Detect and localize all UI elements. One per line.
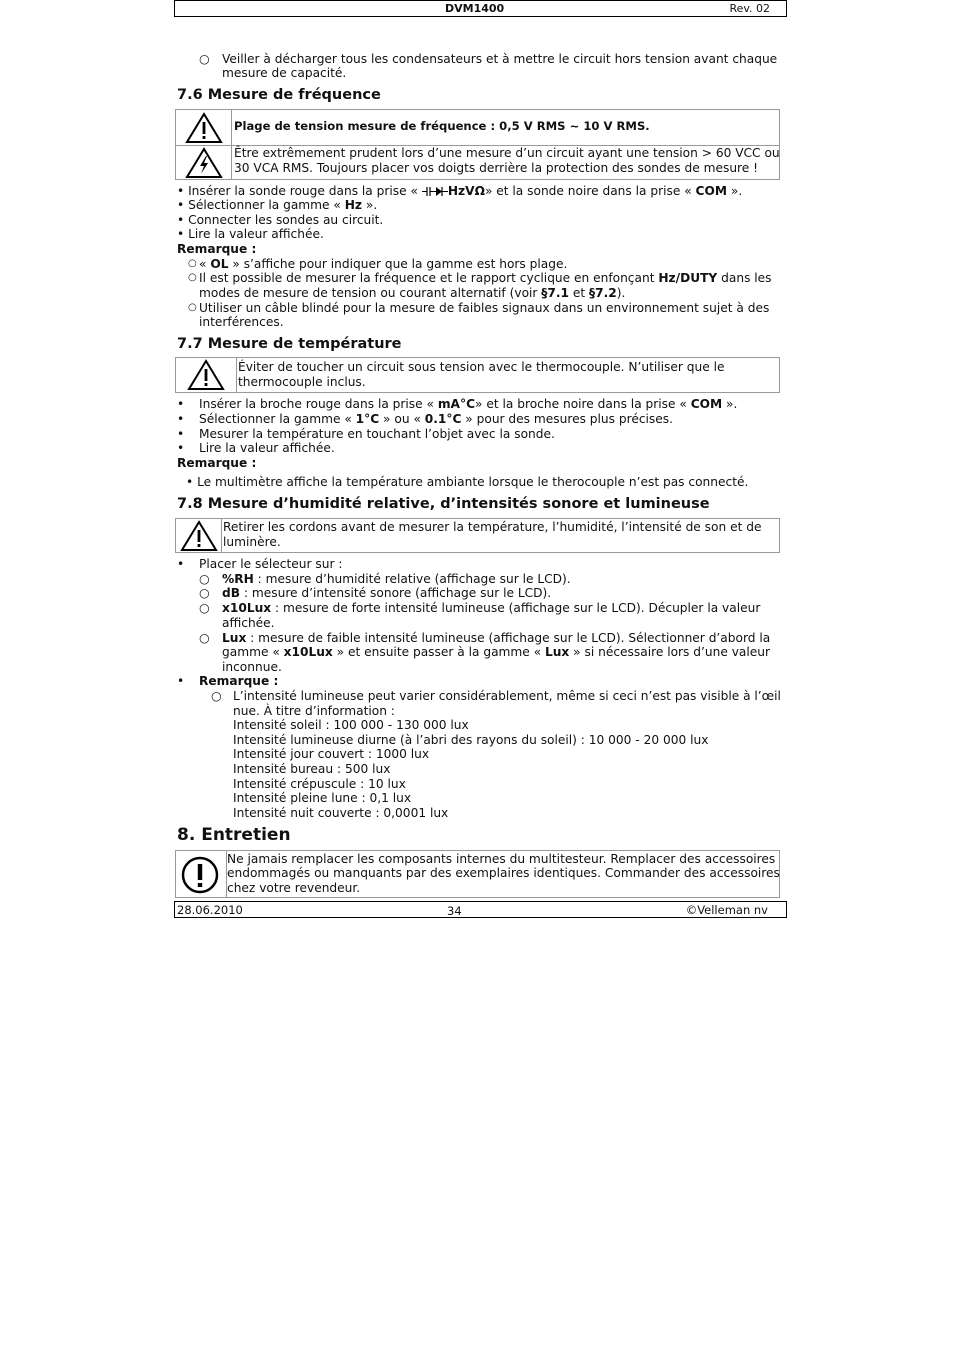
bullet: • bbox=[177, 674, 185, 688]
remark-item: « OL » s’affiche pour indiquer que la gamme est hors plage. bbox=[199, 257, 568, 271]
list-item: Mesurer la température en touchant l’objet avec la sonde. bbox=[199, 427, 555, 441]
maintenance-warning-box bbox=[175, 850, 780, 898]
remark-label: Remarque : bbox=[199, 674, 279, 688]
bullet: • bbox=[177, 441, 185, 455]
lux-value: Intensité pleine lune : 0,1 lux bbox=[233, 791, 412, 805]
section-title-7-8: 7.8 Mesure d’humidité relative, d’intensités sonore et lumineuse bbox=[177, 496, 710, 512]
humidity-warning-box bbox=[175, 518, 780, 553]
list-item: • Connecter les sondes au circuit. bbox=[177, 213, 384, 227]
lux-value: Intensité soleil : 100 000 - 130 000 lux bbox=[233, 718, 469, 732]
capacitor-diode-icon bbox=[422, 186, 448, 197]
remark-item-continuation: nue. À titre d’information : bbox=[233, 704, 395, 718]
hollow-bullet: ○ bbox=[188, 272, 197, 283]
selector-option: x10Lux : mesure de forte intensité lumineuse (affichage sur le LCD). Décupler la valeur bbox=[222, 601, 761, 615]
remark-item: • Le multimètre affiche la température ambiante lorsque le therocouple n’est pas connecté. bbox=[186, 475, 749, 489]
selector-option-continuation: affichée. bbox=[222, 616, 275, 630]
section-title-7-7: 7.7 Mesure de température bbox=[177, 336, 402, 352]
maintenance-line-3: chez votre revendeur. bbox=[227, 881, 361, 895]
exclamation-circle-icon bbox=[181, 856, 219, 894]
hollow-bullet: ○ bbox=[188, 258, 197, 269]
bullet: • bbox=[177, 397, 185, 411]
temperature-warning-line-1: Éviter de toucher un circuit sous tension avec le thermocouple. N’utiliser que le bbox=[238, 360, 725, 374]
humidity-warning-line-1: Retirer les cordons avant de mesurer la température, l’humidité, l’intensité de son et de bbox=[223, 520, 762, 534]
remark-item-continuation: interférences. bbox=[199, 315, 284, 329]
selector-option-continuation: inconnue. bbox=[222, 660, 282, 674]
selector-option-continuation: gamme « x10Lux » et ensuite passer à la gamme « Lux » si nécessaire lors d’une valeur bbox=[222, 645, 771, 659]
hollow-bullet: ○ bbox=[211, 689, 222, 703]
temperature-warning-box bbox=[175, 357, 780, 393]
frequency-warning-line-1: Être extrêmement prudent lors d’une mesure d’un circuit ayant une tension > 60 VCC ou bbox=[234, 146, 780, 160]
remark-item: Il est possible de mesurer la fréquence et le rapport cyclique en enfonçant Hz/DUTY dans les bbox=[199, 271, 772, 285]
hollow-bullet: ○ bbox=[188, 302, 197, 313]
frequency-voltage-range: Plage de tension mesure de fréquence : 0,5 V RMS ~ 10 V RMS. bbox=[234, 119, 650, 133]
remark-item: L’intensité lumineuse peut varier considérablement, même si ceci n’est pas visible à l’œil bbox=[233, 689, 781, 703]
hollow-bullet: ○ bbox=[199, 601, 210, 615]
electric-shock-icon bbox=[185, 147, 223, 179]
list-item: Placer le sélecteur sur : bbox=[199, 557, 343, 571]
selector-option: Lux : mesure de faible intensité lumineuse (affichage sur le LCD). Sélectionner d’abord la bbox=[222, 631, 771, 645]
footer-date: 28.06.2010 bbox=[177, 903, 243, 917]
page-header bbox=[174, 0, 787, 17]
humidity-warning-line-2: luminère. bbox=[223, 535, 281, 549]
list-item: Lire la valeur affichée. bbox=[199, 441, 335, 455]
selector-option: %RH : mesure d’humidité relative (affichage sur le LCD). bbox=[222, 572, 571, 586]
header-model: DVM1400 bbox=[445, 2, 505, 15]
remark-label: Remarque : bbox=[177, 242, 257, 256]
bullet: • bbox=[177, 427, 185, 441]
frequency-warning-line-2: 30 VCA RMS. Toujours placer vos doigts derrière la protection des sondes de mesure ! bbox=[234, 161, 759, 175]
temperature-warning-line-2: thermocouple inclus. bbox=[238, 375, 366, 389]
bullet: • bbox=[177, 412, 185, 426]
hollow-bullet: ○ bbox=[199, 52, 210, 66]
lux-value: Intensité jour couvert : 1000 lux bbox=[233, 747, 430, 761]
section-title-7-6: 7.6 Mesure de fréquence bbox=[177, 87, 381, 103]
remark-item-continuation: modes de mesure de tension ou courant alternatif (voir §7.1 et §7.2). bbox=[199, 286, 626, 300]
lux-value: Intensité lumineuse diurne (à l’abri des rayons du soleil) : 10 000 - 20 000 lux bbox=[233, 733, 709, 747]
list-item: • Insérer la sonde rouge dans la prise « HzVΩ» et la sonde noire dans la prise « COM ». bbox=[177, 184, 743, 198]
hollow-bullet: ○ bbox=[199, 631, 210, 645]
page-footer bbox=[174, 901, 787, 918]
page-number: 34 bbox=[447, 904, 462, 918]
hollow-bullet: ○ bbox=[199, 586, 210, 600]
maintenance-line-1: Ne jamais remplacer les composants internes du multitesteur. Remplacer des accessoires bbox=[227, 852, 776, 866]
hollow-bullet: ○ bbox=[199, 572, 210, 586]
lux-value: Intensité crépuscule : 10 lux bbox=[233, 777, 406, 791]
list-item: Sélectionner la gamme « 1°C » ou « 0.1°C » pour des mesures plus précises. bbox=[199, 412, 674, 426]
frequency-warning-box bbox=[175, 109, 780, 180]
bullet: • bbox=[177, 557, 185, 571]
lux-value: Intensité nuit couverte : 0,0001 lux bbox=[233, 806, 449, 820]
warning-triangle-icon bbox=[180, 520, 218, 552]
intro-line-2: mesure de capacité. bbox=[222, 66, 347, 80]
footer-copyright: ©Velleman nv bbox=[685, 903, 768, 917]
selector-option: dB : mesure d’intensité sonore (affichage sur le LCD). bbox=[222, 586, 552, 600]
list-item: • Lire la valeur affichée. bbox=[177, 227, 324, 241]
warning-triangle-icon bbox=[185, 112, 223, 144]
list-item: Insérer la broche rouge dans la prise « mA°C» et la broche noire dans la prise « COM ». bbox=[199, 397, 738, 411]
maintenance-line-2: endommagés ou manquants par des exemplaires identiques. Commander des accessoires bbox=[227, 866, 780, 880]
lux-value: Intensité bureau : 500 lux bbox=[233, 762, 391, 776]
section-title-8: 8. Entretien bbox=[177, 825, 291, 845]
remark-item: Utiliser un câble blindé pour la mesure de faibles signaux dans un environnement sujet à des bbox=[199, 301, 770, 315]
intro-line-1: Veiller à décharger tous les condensateurs et à mettre le circuit hors tension avant chaque bbox=[222, 52, 778, 66]
list-item: • Sélectionner la gamme « Hz ». bbox=[177, 198, 378, 212]
warning-triangle-icon bbox=[187, 359, 225, 391]
remark-label: Remarque : bbox=[177, 456, 257, 470]
header-revision: Rev. 02 bbox=[729, 2, 770, 15]
